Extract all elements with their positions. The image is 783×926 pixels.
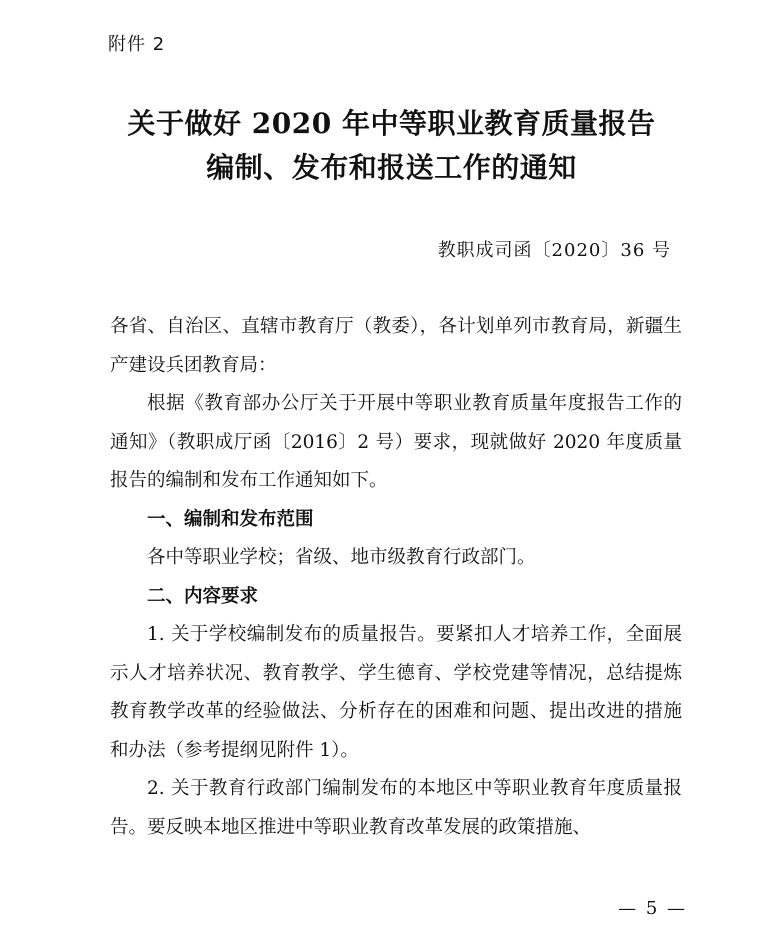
- document-title-line-1: 关于做好 2020 年中等职业教育质量报告: [127, 107, 656, 140]
- section-2-item-2: 2. 关于教育行政部门编制发布的本地区中等职业教育年度质量报告。要反映本地区推进中等职业教育改革发展的政策措施、: [110, 778, 682, 838]
- page-number: — 5 —: [618, 898, 687, 919]
- attachment-label: 附件 2: [108, 34, 166, 55]
- salutation-paragraph: 各省、自治区、直辖市教育厅（教委），各计划单列市教育局，新疆生产建设兵团教育局：: [110, 316, 682, 376]
- intro-paragraph: 根据《教育部办公厅关于开展中等职业教育质量年度报告工作的通知》（教职成厅函〔2016〕2 号）要求，现就做好 2020 年度质量报告的编制和发布工作通知如下。: [110, 393, 682, 491]
- document-body: [110, 308, 682, 847]
- section-2-item-1: 1. 关于学校编制发布的质量报告。要紧扣人才培养工作，全面展示人才培养状况、教育教学、学生德育、学校党建等情况，总结提炼教育教学改革的经验做法、分析存在的困难和问题、提出改进的措施和办法（参考提纲见附件 1）。: [110, 624, 682, 761]
- section-1-heading: 一、编制和发布范围: [147, 508, 314, 530]
- section-2-heading: 二、内容要求: [147, 585, 259, 607]
- document-number: 教职成司函〔2020〕36 号: [437, 240, 671, 261]
- document-title-line-2: 编制、发布和报送工作的通知: [206, 151, 577, 184]
- section-1-text: 各中等职业学校；省级、地市级教育行政部门。: [147, 547, 536, 568]
